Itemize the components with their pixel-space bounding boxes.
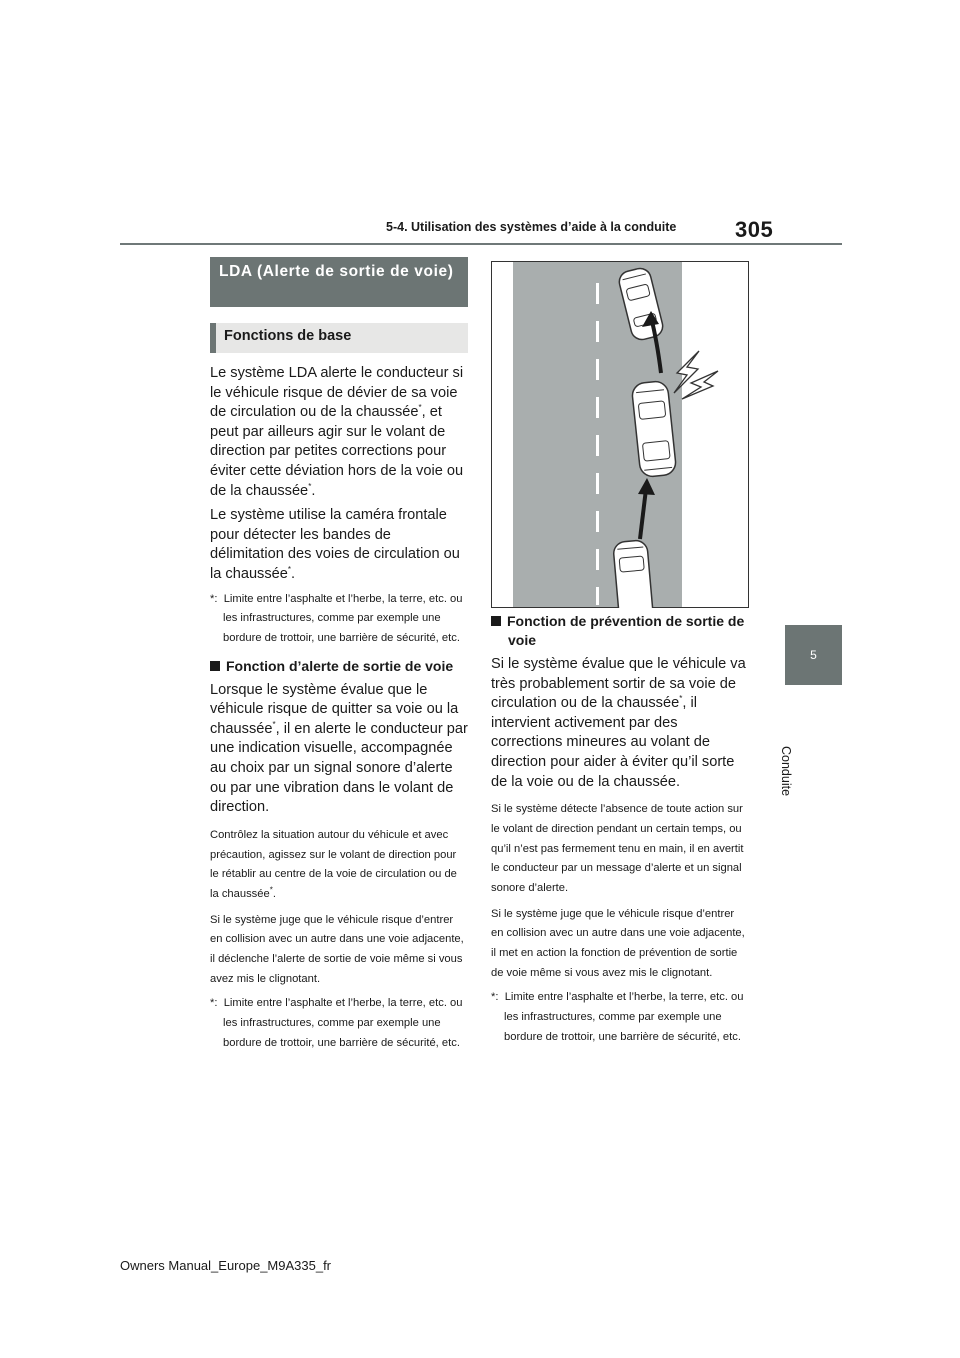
heading-lane-departure-alert: Fonction d’alerte de sortie de voie (210, 657, 468, 676)
road-left-edge (509, 262, 513, 607)
square-bullet-icon (491, 616, 501, 626)
subsection-title: Fonctions de base (210, 323, 468, 353)
lane-center-dashes (596, 283, 599, 605)
road-right-edge (682, 262, 686, 607)
chapter-tab-number: 5 (810, 648, 817, 662)
car-bottom (613, 540, 654, 608)
page-number: 305 (735, 217, 774, 242)
chapter-side-label-text: Conduite (779, 746, 793, 797)
footnote: *: Limite entre l’asphalte et l’herbe, la terre, etc. ou les infrastructures, comme par exemple une bordure de trottoir, une barrière de sécurité, etc. (491, 991, 744, 1043)
lane-departure-diagram (491, 261, 749, 608)
collision-paragraph: Si le système juge que le véhicule risque d’entrer en collision avec un autre dans une voie adjacente, il déclenche l’alerte de sortie de voie même si vous avez mis le clignotant. (210, 913, 464, 985)
chapter-side-label (779, 692, 829, 797)
collision-prevention-paragraph: Si le système juge que le véhicule risque d’entrer en collision avec un autre dans une voie adjacente, il met en action la fonction de prévention de sortie de voie même si vous avez mis le clignotant. (491, 907, 745, 979)
alert-paragraph: Lorsque le système évalue que le véhicule risque de quitter sa voie ou la chaussée*, il en alerte le conducteur par une indication visuelle, accompagnée au choix par un signal sonore d’alerte ou par une vibration dans le volant de direction. (210, 681, 468, 816)
footer-manual-id: Owners Manual_Europe_M9A335_fr (120, 1258, 332, 1273)
square-bullet-icon (210, 661, 220, 671)
chapter-tab[interactable] (785, 625, 842, 685)
prevention-paragraph: Si le système évalue que le véhicule va très probablement sortir de sa voie de circulation ou de la chaussée*, il intervient activement par des corrections mineures au volant de direction pour aider à éviter qu’il sorte de la voie ou de la chaussée. (491, 656, 746, 790)
section-title: LDA (Alerte de sortie de voie) (210, 257, 468, 307)
header-divider (120, 243, 842, 245)
footnote: *: Limite entre l’asphalte et l’herbe, la terre, etc. ou les infrastructures, comme par exemple une bordure de trottoir, une barrière de sécurité, etc. (210, 997, 463, 1049)
heading-lane-departure-prevention: Fonction de prévention de sortie de voie (491, 612, 749, 650)
footnote: *: Limite entre l’asphalte et l’herbe, la terre, etc. ou les infrastructures, comme par exemple une bordure de trottoir, une barrière de sécurité, etc. (210, 592, 463, 644)
caution-paragraph: Contrôlez la situation autour du véhicule et avec précaution, agissez sur le volant de direction pour le rétablir au centre de la voie de circulation ou de la chaussée*. (210, 828, 457, 900)
hands-off-paragraph: Si le système détecte l’absence de toute action sur le volant de direction pendant un certain temps, ou qu’il n’est pas fermement tenu en main, il en avertit le conducteur par un message d’alerte et un signal sonore d’alerte. (491, 803, 744, 894)
left-column (210, 364, 468, 1059)
right-column (491, 612, 749, 1053)
chapter-title: 5-4. Utilisation des systèmes d’aide à la conduite (386, 220, 677, 234)
intro-paragraph: Le système LDA alerte le conducteur si le véhicule risque de dévier de sa voie de circulation ou de la chaussée*, et peut par ailleurs agir sur le volant de direction par petites corrections pour éviter cette déviation hors de la voie ou de la chaussée*. (210, 365, 464, 499)
camera-paragraph: Le système utilise la caméra frontale pour détecter les bandes de délimitation des voies de circulation ou la chaussée*. (210, 507, 460, 582)
